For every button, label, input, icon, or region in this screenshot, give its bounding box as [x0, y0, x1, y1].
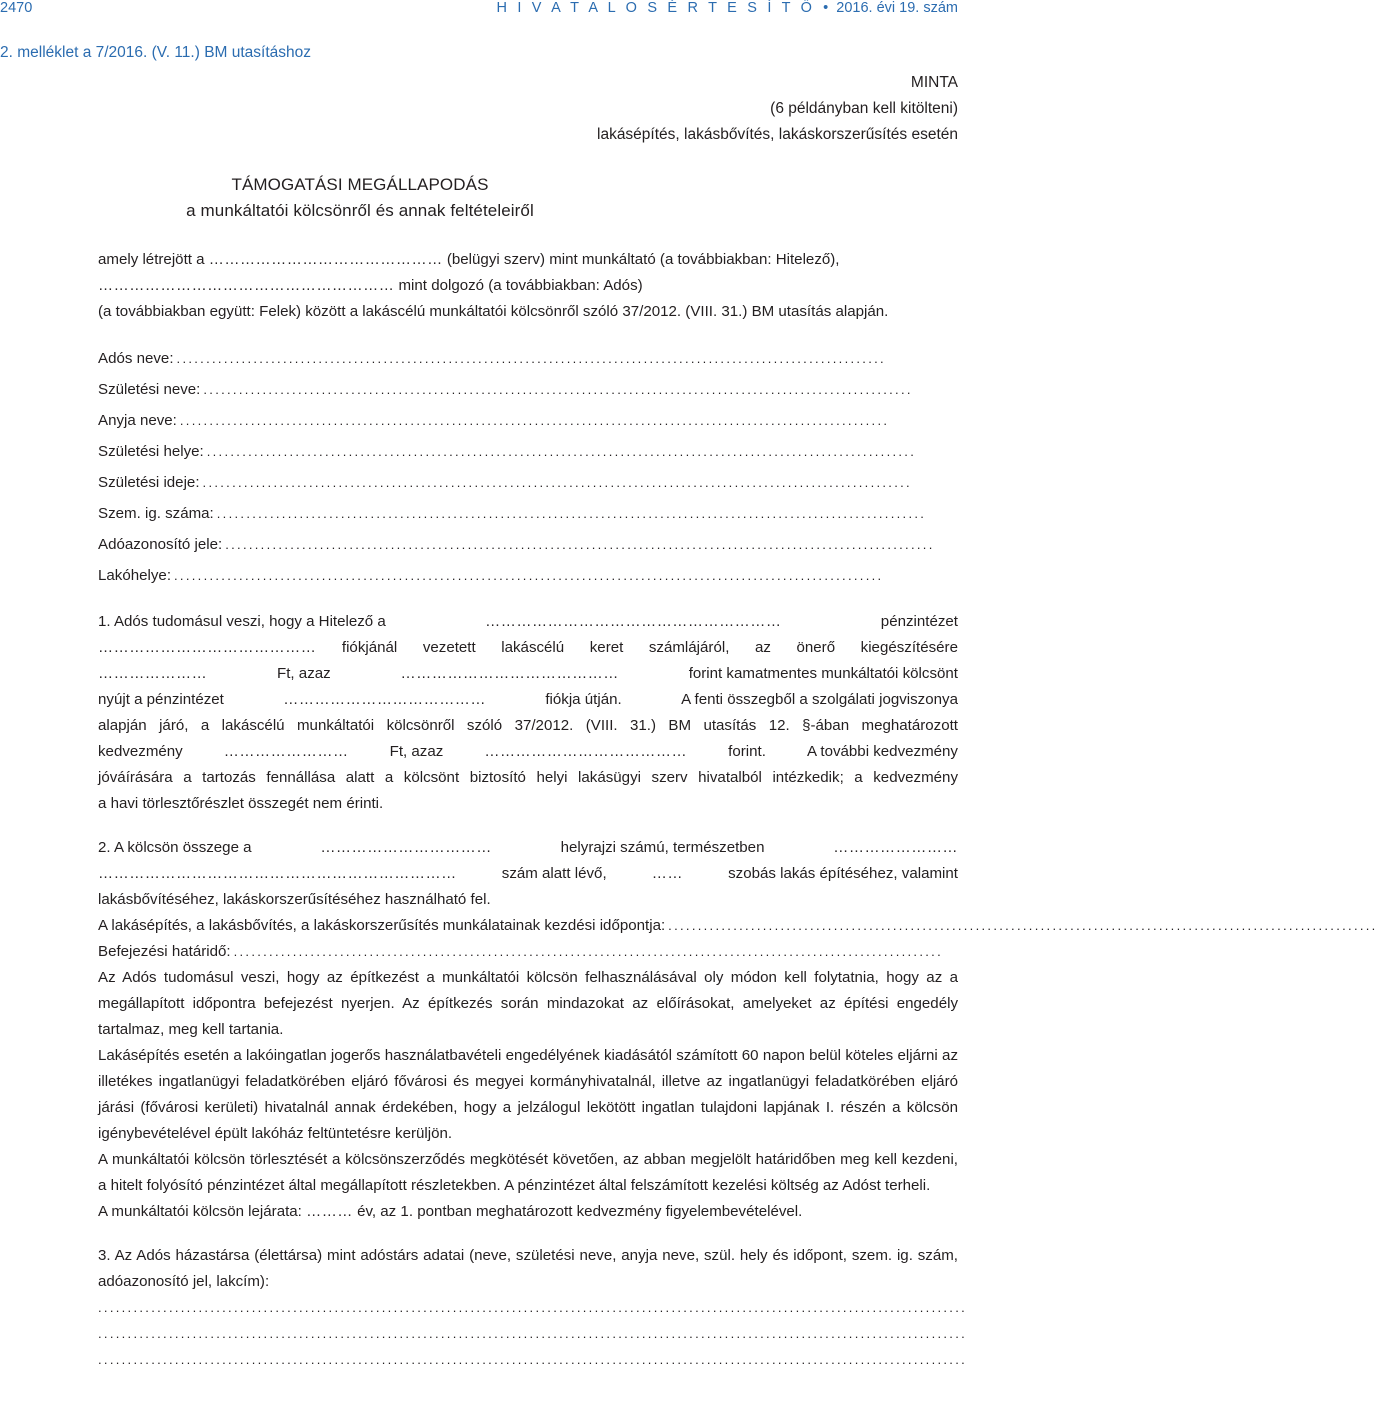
s1-line-8: a havi törlesztőrészlet összegét nem érinti.: [98, 795, 384, 812]
fill-dots[interactable]: ........................................................................................................................: [176, 351, 886, 366]
intro-line-3: (a továbbiakban együtt: Felek) között a lakáscélú munkáltatói kölcsönről szóló 37/2012. (VIII. 31.) BM utasítás alapján.: [98, 303, 889, 320]
section-3: [98, 1243, 968, 1373]
s1-line-6: [98, 739, 958, 765]
s1-word: az: [754, 639, 771, 656]
s2-start-date[interactable]: [98, 913, 1378, 939]
fill-dots[interactable]: ........................................................................................................................: [233, 944, 943, 959]
s2-paragraph-2: Lakásépítés esetén a lakóingatlan jogerős használatbavételi engedélyének kiadásától számított 60 napon belül köteles eljárni az illetékes ingatlanügyi feladatkörében eljáró fővárosi és megyei kormányhivatalnál, illetve az ingatlanügyi feladatkörében eljáró járási (fővárosi kerületi) hivatalnál annak érdekében, hogy a jelzálogul lekötött ingatlan tulajdoni lapjának I. részén a kölcsön igénybevételével épült lakóház feltüntetésre kerüljön.: [98, 1047, 958, 1142]
blank-field[interactable]: …………………………………………………: [485, 613, 782, 630]
s1-word: keret: [589, 639, 624, 656]
s3-paragraph: 3. Az Adós házastársa (élettársa) mint adóstárs adatai (neve, születési neve, anyja neve, szül. hely és időpont, szem. ig. szám, adóazonosító jel, lakcím):: [98, 1247, 958, 1290]
blank-field[interactable]: …………………………………………………: [98, 277, 395, 294]
fill-line[interactable]: ...................................................................................................................................................: [98, 1352, 968, 1367]
s1-text: A további kedvezmény: [806, 743, 958, 760]
journal-title: [496, 0, 958, 16]
intro-line-2: [98, 273, 958, 299]
minta-label: MINTA: [910, 74, 958, 91]
field-label: A lakásépítés, a lakásbővítés, a lakáskorszerűsítés munkálatainak kezdési időpontja:: [98, 917, 666, 934]
s1-line-3: [98, 661, 958, 687]
fill-dots[interactable]: ........................................................................................................................: [216, 506, 927, 521]
fill-dots[interactable]: ........................................................................................................................: [668, 918, 1378, 933]
fill-dots[interactable]: ........................................................................................................................: [179, 413, 890, 428]
s1-text: fiókja útján.: [545, 691, 622, 708]
fill-line[interactable]: ...................................................................................................................................................: [98, 1326, 968, 1341]
title-main: TÁMOGATÁSI MEGÁLLAPODÁS: [231, 175, 489, 194]
s2-text: szám alatt lévő,: [501, 865, 607, 882]
s1-text: forint.: [728, 743, 766, 760]
s2-paragraph-1: Az Adós tudomásul veszi, hogy az építkezést a munkáltatói kölcsön felhasználásával oly módon kell folytatnia, hogy az a megállapított időpontra befejezést nyerjen. Az építkezés során mindazokat az előírásokat, amelyeket az építési engedély tartalmaz, meg kell tartania.: [98, 969, 958, 1038]
issue-number: 2016. évi 19. szám: [836, 0, 958, 16]
field-row[interactable]: [98, 374, 958, 405]
s1-word: számlájáról,: [648, 639, 730, 656]
bullet: •: [823, 0, 829, 16]
s2-line-1: [98, 835, 958, 861]
document-body: [98, 247, 1378, 1373]
s1-text: Ft, azaz: [389, 743, 444, 760]
field-label: Adós neve:: [98, 350, 174, 367]
minta-block: [597, 70, 958, 148]
s1-text: Ft, azaz: [277, 665, 331, 682]
s1-line-1: [98, 609, 958, 635]
s1-word: lakáscélú: [501, 639, 565, 656]
field-label: Születési helye:: [98, 443, 204, 460]
intro-text: amely létrejött a: [98, 251, 205, 268]
blank-field[interactable]: ……………………………………: [98, 639, 317, 656]
field-label: Lakóhelye:: [98, 567, 172, 584]
intro-text: (belügyi szerv) mint munkáltató (a továbbiakban: Hitelező),: [446, 251, 840, 268]
field-row[interactable]: [98, 436, 958, 467]
field-label: Adóazonosító jele:: [98, 536, 223, 553]
fill-dots[interactable]: ........................................................................................................................: [202, 475, 912, 490]
fill-dots[interactable]: ........................................................................................................................: [174, 568, 884, 583]
s1-line-5: alapján járó, a lakáscélú munkáltatói kölcsönről szóló 37/2012. (VIII. 31.) BM utasítás 12. §-ában meghatározott: [98, 717, 958, 734]
s1-text: 1. Adós tudomásul veszi, hogy a Hitelező a: [98, 613, 386, 630]
s2-text: év, az 1. pontban meghatározott kedvezmény figyelembevételével.: [357, 1203, 803, 1220]
blank-field[interactable]: …………………………………: [484, 743, 688, 760]
title-sub: a munkáltatói kölcsönről és annak feltételeiről: [186, 201, 534, 220]
field-row[interactable]: [98, 467, 958, 498]
s2-text: helyrajzi számú, természetben: [560, 839, 765, 856]
blank-field[interactable]: ……………………: [223, 743, 349, 760]
s1-word: önerő: [796, 639, 836, 656]
field-label: Születési ideje:: [98, 474, 200, 491]
blank-field[interactable]: …………………………………: [283, 691, 486, 708]
section-2: [98, 835, 1378, 1225]
s1-word: kiegészítésére: [860, 639, 958, 656]
s2-line-6: [98, 1199, 958, 1225]
s1-word: vezetett: [422, 639, 476, 656]
debtor-fields: [98, 343, 958, 591]
s2-text: 2. A kölcsön összege a: [98, 839, 252, 856]
s1-line-7: jóváírására a tartozás fennállása alatt a kölcsönt biztosító helyi lakásügyi szerv hivatalból intézkedik; a kedvezmény: [98, 769, 958, 786]
s1-word: fiókjánál: [341, 639, 398, 656]
s1-text: pénzintézet: [880, 613, 958, 630]
field-row[interactable]: [98, 498, 958, 529]
fill-dots[interactable]: ........................................................................................................................: [206, 444, 917, 459]
minta-scope: lakásépítés, lakásbővítés, lakáskorszerűsítés esetén: [597, 126, 958, 143]
document-title: [0, 172, 720, 224]
blank-field[interactable]: ………: [306, 1203, 353, 1220]
field-row[interactable]: [98, 405, 958, 436]
field-row[interactable]: [98, 529, 958, 560]
s2-line-2: [98, 861, 958, 887]
fill-dots[interactable]: ........................................................................................................................: [203, 382, 913, 397]
blank-field[interactable]: ……: [651, 865, 683, 882]
journal-name: H I V A T A L O S É R T E S Í T Ő: [496, 0, 816, 16]
s2-text: A munkáltatói kölcsön lejárata:: [98, 1203, 302, 1220]
field-label: Befejezési határidő:: [98, 943, 231, 960]
page-number: 2470: [0, 0, 33, 16]
s1-text: nyújt a pénzintézet: [98, 691, 224, 708]
section-1: [98, 609, 958, 817]
s1-text: forint kamatmentes munkáltatói kölcsönt: [688, 665, 958, 682]
blank-field[interactable]: ……………………………………: [400, 665, 619, 682]
blank-field[interactable]: …………………: [98, 665, 208, 682]
minta-copies: (6 példányban kell kitölteni): [770, 100, 958, 117]
s2-deadline[interactable]: [98, 939, 958, 965]
blank-field[interactable]: ……………………………………………………………: [98, 865, 457, 882]
blank-field[interactable]: ……………………………: [320, 839, 492, 856]
field-row[interactable]: [98, 343, 958, 374]
s1-text: A fenti összegből a szolgálati jogviszonya: [681, 691, 958, 708]
s1-line-2: [98, 635, 958, 661]
s1-line-4: [98, 687, 958, 713]
blank-field[interactable]: ……………………: [833, 839, 958, 856]
s2-text: szobás lakás építéséhez, valamint: [728, 865, 958, 882]
page-header: [0, 0, 960, 22]
field-label: Anyja neve:: [98, 412, 177, 429]
blank-field[interactable]: ………………………………………: [208, 251, 443, 268]
fill-line[interactable]: ...................................................................................................................................................: [98, 1300, 968, 1315]
field-row[interactable]: [98, 560, 958, 591]
field-label: Szem. ig. száma:: [98, 505, 214, 522]
annex-reference: 2. melléklet a 7/2016. (V. 11.) BM utasításhoz: [0, 44, 312, 61]
field-label: Születési neve:: [98, 381, 201, 398]
intro-line-1: [98, 247, 958, 273]
s2-paragraph-3: A munkáltatói kölcsön törlesztését a kölcsönszerződés megkötését követően, az abban megjelölt határidőben meg kell kezdeni, a hitelt folyósító pénzintézet által megállapított részletekben. A pénzintézet által felszámított kezelési költség az Adóst terheli.: [98, 1151, 958, 1194]
s2-line-3: lakásbővítéséhez, lakáskorszerűsítéséhez használható fel.: [98, 891, 491, 908]
s1-text: kedvezmény: [98, 743, 183, 760]
fill-dots[interactable]: ........................................................................................................................: [225, 537, 935, 552]
intro-text: mint dolgozó (a továbbiakban: Adós): [398, 277, 643, 294]
